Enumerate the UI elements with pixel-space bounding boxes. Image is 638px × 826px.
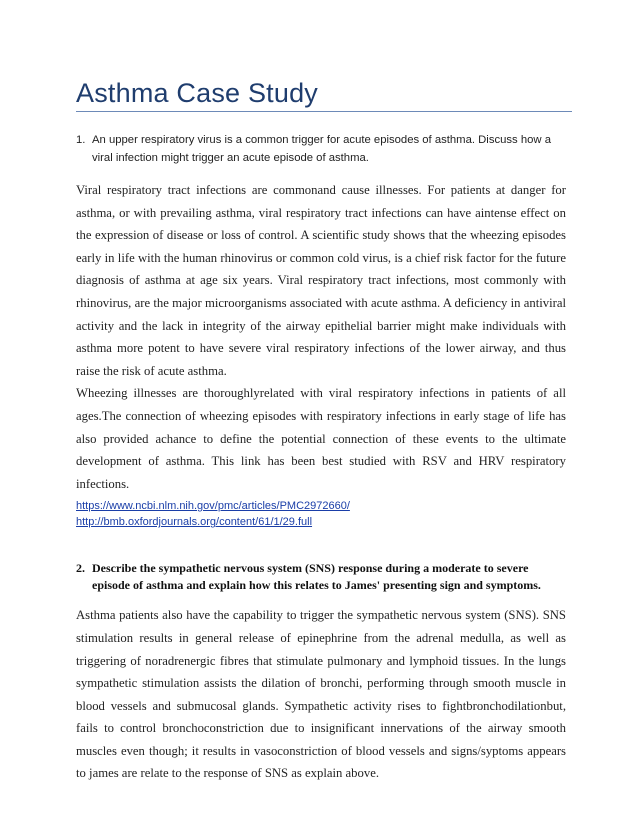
reference-links — [76, 498, 566, 530]
reference-link-oxford[interactable]: http://bmb.oxfordjournals.org/content/61/1/29.full — [76, 516, 313, 529]
answer-2-paragraph: Asthma patients also have the capability to trigger the sympathetic nervous system (SNS). SNS stimulation results in general release of epinephrine from the adrenal medulla, as well as triggering of noradrenergic fibres that stimulate pulmonary and lymphoid tissues. In the lungs sympathetic stimulation assists the dilation of bronchi, performing through smooth muscle in blood vessels and submucosal glands. Sympathetic activity rises to fightbronchodilationbut, fails to control bronchoconstriction due to insignificant innervations of the airway smooth muscles even though; it results in vasoconstriction of blood vessels and signs/syptoms appears to james are relate to the response of SNS as explain above. — [76, 608, 566, 781]
question-1 — [76, 131, 566, 167]
question-1-number: 1. — [76, 134, 86, 146]
reference-link-ncbi[interactable]: https://www.ncbi.nlm.nih.gov/pmc/articles/PMC2972660/ — [76, 500, 350, 513]
document-title: Asthma Case Study — [76, 78, 319, 108]
question-2-number: 2. — [76, 561, 85, 576]
question-1-text: An upper respiratory virus is a common trigger for acute episodes of asthma. Discuss how a viral infection might trigger an acute episode of asthma. — [92, 134, 551, 164]
title-underline — [76, 111, 572, 112]
question-2-text: Describe the sympathetic nervous system (SNS) response during a moderate to severe episode of asthma and explain how this relates to James' presenting sign and symptoms. — [92, 561, 541, 593]
answer-1-paragraph-2: Wheezing illnesses are thoroughlyrelated with viral respiratory infections in patients of all ages.The connection of wheezing episodes with respiratory infections in early stage of life has also provided achance to define the potential connection of these events to the ultimate development of asthma. This link has been best studied with RSV and HRV respiratory infections. — [76, 386, 566, 491]
answer-1-paragraph-1: Viral respiratory tract infections are commonand cause illnesses. For patients at danger for asthma, or with prevailing asthma, viral respiratory tract infections can have aintense effect on the expression of disease or loss of control. A scientific study shows that the wheezing episodes early in life with the human rhinovirus or common cold virus, is a chief risk factor for the future diagnosis of asthma at age six years. Viral respiratory tract infections, most commonly with rhinovirus, are the major microorganisms associated with acute asthma. A deficiency in antiviral activity and the lack in integrity of the airway epithelial barrier might make individuals with asthma more potent to have severe viral respiratory infections of the lower airway, and thus raise the risk of acute asthma. — [76, 183, 566, 378]
question-2 — [76, 560, 566, 594]
